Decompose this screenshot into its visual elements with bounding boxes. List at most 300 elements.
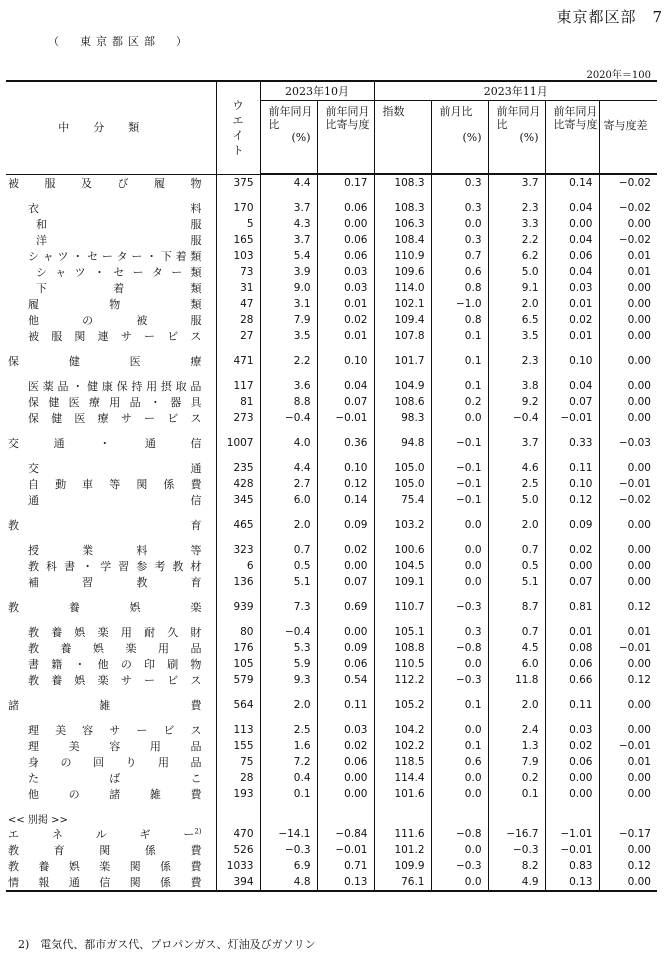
spacer-cell (599, 688, 657, 697)
category-name (6, 640, 216, 656)
nov-contrib-cell: 0.01 (545, 624, 599, 640)
table-row (6, 378, 657, 394)
table-row (6, 599, 657, 615)
table-row (6, 574, 657, 590)
nov-contrib-cell: 0.10 (545, 476, 599, 492)
contrib-diff-cell: 0.01 (599, 248, 657, 264)
nov-contrib-cell: 0.06 (545, 656, 599, 672)
oct-contrib-cell: 0.02 (317, 738, 374, 754)
oct-yoy-cell: 3.7 (260, 232, 317, 248)
nov-index-cell: 94.8 (374, 435, 431, 451)
category-name (6, 697, 216, 713)
category-name (6, 264, 216, 280)
spacer-row (6, 713, 657, 722)
weight-cell: 193 (216, 786, 260, 802)
weight-cell: 235 (216, 460, 260, 476)
spacer-cell (317, 713, 374, 722)
nov-yoy-cell: 6.2 (488, 248, 545, 264)
oct-contrib-cell: 0.02 (317, 312, 374, 328)
oct-contrib-cell: 0.13 (317, 874, 374, 891)
oct-yoy-cell: 9.3 (260, 672, 317, 688)
nov-index-cell: 103.2 (374, 517, 431, 533)
spacer-cell (260, 811, 317, 826)
spacer-cell (488, 811, 545, 826)
nov-mom-cell: 0.6 (431, 264, 488, 280)
contrib-diff-cell: 0.00 (599, 542, 657, 558)
spacer-cell (488, 508, 545, 517)
nov-index-cell: 114.0 (374, 280, 431, 296)
category-label: シ ャ ツ ・ セ ー タ ー ・ 下 着 類 (28, 249, 202, 263)
nov-mom-cell: 0.0 (431, 558, 488, 574)
nov-mom-cell: 0.0 (431, 216, 488, 232)
nov-yoy-cell: 6.0 (488, 656, 545, 672)
nov-index-cell: 109.4 (374, 312, 431, 328)
weight-cell: 27 (216, 328, 260, 344)
nov-mom-cell: 0.0 (431, 574, 488, 590)
spacer-cell (6, 590, 216, 599)
category-label: 書 籍 ・ 他 の 印 刷 物 (28, 657, 202, 671)
table-row (6, 410, 657, 426)
oct-yoy-cell: 5.9 (260, 656, 317, 672)
spacer-cell (431, 615, 488, 624)
oct-contrib-cell: 0.00 (317, 558, 374, 574)
table-row (6, 640, 657, 656)
category-name (6, 656, 216, 672)
nov-mom-cell: 0.3 (431, 200, 488, 216)
nov-mom-cell: 0.0 (431, 786, 488, 802)
spacer-cell (260, 369, 317, 378)
footnote-ref: 2) (194, 826, 202, 835)
table-row (6, 460, 657, 476)
spacer-row (6, 508, 657, 517)
weight-cell: 273 (216, 410, 260, 426)
nov-index-cell: 101.2 (374, 842, 431, 858)
nov-mom-cell: 0.0 (431, 517, 488, 533)
spacer-cell (260, 426, 317, 435)
table-row (6, 328, 657, 344)
nov-index-cell: 109.9 (374, 858, 431, 874)
weight-cell: 5 (216, 216, 260, 232)
contrib-diff-cell: 0.00 (599, 353, 657, 369)
nov-mom-cell: 0.1 (431, 738, 488, 754)
oct-contrib-cell: 0.10 (317, 353, 374, 369)
spacer-cell (6, 369, 216, 378)
nov-mom-cell: 0.3 (431, 232, 488, 248)
nov-mom-cell: −1.0 (431, 296, 488, 312)
nov-mom-cell: −0.1 (431, 492, 488, 508)
category-label: 履 物 類 (28, 297, 202, 311)
col-header-oct-yoy: 前年同月比 (%) (260, 101, 317, 175)
nov-contrib-cell: 0.00 (545, 786, 599, 802)
nov-yoy-cell: 4.5 (488, 640, 545, 656)
table-row (6, 476, 657, 492)
nov-yoy-cell: 2.0 (488, 296, 545, 312)
spacer-cell (431, 451, 488, 460)
oct-contrib-cell: 0.09 (317, 517, 374, 533)
oct-yoy-cell: 3.5 (260, 328, 317, 344)
oct-yoy-cell: −0.4 (260, 624, 317, 640)
spacer-cell (488, 426, 545, 435)
table-row (6, 754, 657, 770)
nov-index-cell: 104.2 (374, 722, 431, 738)
spacer-cell (260, 615, 317, 624)
spacer-cell (599, 508, 657, 517)
weight-cell: 579 (216, 672, 260, 688)
oct-yoy-cell: 1.6 (260, 738, 317, 754)
contrib-diff-cell: 0.00 (599, 394, 657, 410)
weight-cell: 105 (216, 656, 260, 672)
oct-contrib-cell: 0.06 (317, 248, 374, 264)
spacer-cell (488, 369, 545, 378)
table-row (6, 517, 657, 533)
oct-yoy-cell: −0.3 (260, 842, 317, 858)
nov-index-cell: 109.6 (374, 264, 431, 280)
oct-contrib-cell: 0.00 (317, 624, 374, 640)
contrib-diff-cell: 0.00 (599, 656, 657, 672)
weight-cell: 470 (216, 826, 260, 842)
spacer-cell (599, 713, 657, 722)
nov-mom-cell: −0.3 (431, 672, 488, 688)
nov-mom-cell: −0.1 (431, 476, 488, 492)
category-name (6, 599, 216, 615)
category-label: エ ネ ル ギ ー$^{2)}$ (8, 826, 202, 841)
nov-mom-cell: 0.3 (431, 624, 488, 640)
category-name (6, 492, 216, 508)
spacer-cell (374, 802, 431, 811)
spacer-cell (260, 533, 317, 542)
oct-contrib-cell: 0.03 (317, 722, 374, 738)
nov-mom-cell: 0.0 (431, 410, 488, 426)
spacer-cell (317, 369, 374, 378)
nov-mom-cell: 0.2 (431, 394, 488, 410)
category-name (6, 672, 216, 688)
nov-contrib-cell: 0.13 (545, 874, 599, 891)
spacer-cell (260, 590, 317, 599)
spacer-cell (317, 590, 374, 599)
spacer-cell (317, 533, 374, 542)
weight-cell: 526 (216, 842, 260, 858)
nov-index-cell: 110.5 (374, 656, 431, 672)
nov-index-cell: 108.8 (374, 640, 431, 656)
weight-cell: 564 (216, 697, 260, 713)
oct-yoy-cell: 7.9 (260, 312, 317, 328)
weight-cell: 75 (216, 754, 260, 770)
contrib-diff-cell: 0.00 (599, 312, 657, 328)
category-name (6, 842, 216, 858)
nov-contrib-cell: 0.06 (545, 754, 599, 770)
spacer-cell (599, 426, 657, 435)
spacer-cell (6, 615, 216, 624)
oct-yoy-cell: 4.0 (260, 435, 317, 451)
page-header-right: 東京都区部 7 (556, 8, 663, 26)
nov-contrib-cell: 0.07 (545, 394, 599, 410)
spacer-cell (488, 590, 545, 599)
spacer-cell (374, 426, 431, 435)
spacer-cell (488, 802, 545, 811)
nov-mom-cell: 0.0 (431, 842, 488, 858)
category-label: た ば こ (28, 771, 202, 785)
footnote: 2) 電気代、都市ガス代、プロパンガス、灯油及びガソリン (18, 938, 316, 951)
category-label: 保 健 医 療 (8, 354, 202, 368)
oct-contrib-cell: 0.10 (317, 460, 374, 476)
category-name (6, 786, 216, 802)
spacer-cell (599, 191, 657, 200)
table-row (6, 200, 657, 216)
nov-contrib-cell: 0.04 (545, 378, 599, 394)
weight-cell: 103 (216, 248, 260, 264)
spacer-cell (431, 590, 488, 599)
nov-contrib-cell: 0.00 (545, 216, 599, 232)
col-header-index: 指数 (374, 101, 431, 175)
nov-index-cell: 108.4 (374, 232, 431, 248)
nov-index-cell: 108.6 (374, 394, 431, 410)
table-row (6, 858, 657, 874)
oct-yoy-cell: 2.7 (260, 476, 317, 492)
spacer-cell (317, 426, 374, 435)
oct-yoy-cell: 5.3 (260, 640, 317, 656)
base-year-note: 2020年＝100 (586, 70, 651, 81)
spacer-cell (545, 688, 599, 697)
category-label: 教 養 娯 楽 用 品 (28, 641, 202, 655)
nov-index-cell: 108.3 (374, 174, 431, 191)
nov-contrib-cell: 0.33 (545, 435, 599, 451)
spacer-cell (431, 508, 488, 517)
category-label: 教 養 娯 楽 用 耐 久 財 (28, 625, 202, 639)
oct-yoy-cell: 4.8 (260, 874, 317, 891)
nov-yoy-cell: 11.8 (488, 672, 545, 688)
contrib-diff-cell: −0.02 (599, 174, 657, 191)
spacer-row (6, 344, 657, 353)
spacer-cell (431, 426, 488, 435)
oct-contrib-cell: 0.36 (317, 435, 374, 451)
category-label: シ ャ ツ ・ セ ー タ ー 類 (36, 265, 202, 279)
nov-mom-cell: 0.0 (431, 722, 488, 738)
oct-yoy-cell: 0.7 (260, 542, 317, 558)
spacer-cell (599, 451, 657, 460)
table-row (6, 394, 657, 410)
nov-index-cell: 110.9 (374, 248, 431, 264)
contrib-diff-cell: 0.00 (599, 574, 657, 590)
spacer-row (6, 191, 657, 200)
spacer-cell (488, 451, 545, 460)
category-label: 被 服 及 び 履 物 (8, 176, 202, 190)
cpi-table (6, 80, 657, 892)
col-header-name: 中分類 (6, 81, 216, 174)
oct-contrib-cell: 0.07 (317, 394, 374, 410)
spacer-cell (6, 344, 216, 353)
nov-index-cell: 104.5 (374, 558, 431, 574)
category-label: 諸 雑 費 (8, 698, 202, 712)
weight-cell: 155 (216, 738, 260, 754)
contrib-diff-cell: 0.00 (599, 786, 657, 802)
spacer-cell (216, 344, 260, 353)
contrib-diff-cell: 0.00 (599, 842, 657, 858)
oct-yoy-cell: 4.4 (260, 460, 317, 476)
spacer-cell (374, 615, 431, 624)
spacer-cell (216, 713, 260, 722)
weight-cell: 6 (216, 558, 260, 574)
nov-yoy-cell: 2.0 (488, 697, 545, 713)
category-name (6, 874, 216, 891)
table-row (6, 672, 657, 688)
table-row (6, 353, 657, 369)
nov-yoy-cell: 4.6 (488, 460, 545, 476)
contrib-diff-cell: −0.02 (599, 232, 657, 248)
nov-index-cell: 109.1 (374, 574, 431, 590)
weight-cell: 394 (216, 874, 260, 891)
weight-cell: 136 (216, 574, 260, 590)
oct-contrib-cell: 0.01 (317, 328, 374, 344)
category-label: 教 養 娯 楽 (8, 600, 202, 614)
spacer-cell (6, 508, 216, 517)
oct-contrib-cell: 0.00 (317, 770, 374, 786)
category-name (6, 328, 216, 344)
spacer-cell (260, 191, 317, 200)
category-name (6, 826, 216, 842)
nov-index-cell: 110.7 (374, 599, 431, 615)
category-name (6, 232, 216, 248)
weight-cell: 31 (216, 280, 260, 296)
nov-index-cell: 118.5 (374, 754, 431, 770)
nov-yoy-cell: 0.5 (488, 558, 545, 574)
contrib-diff-cell: 0.00 (599, 558, 657, 574)
oct-contrib-cell: 0.12 (317, 476, 374, 492)
oct-contrib-cell: 0.06 (317, 232, 374, 248)
category-name (6, 248, 216, 264)
table-row (6, 738, 657, 754)
spacer-cell (216, 191, 260, 200)
table-row (6, 826, 657, 842)
weight-cell: 375 (216, 174, 260, 191)
spacer-cell (545, 426, 599, 435)
nov-yoy-cell: 5.0 (488, 492, 545, 508)
weight-cell: 471 (216, 353, 260, 369)
nov-yoy-cell: 7.9 (488, 754, 545, 770)
table-row (6, 697, 657, 713)
spacer-cell (374, 508, 431, 517)
spacer-cell (260, 713, 317, 722)
oct-contrib-cell: 0.02 (317, 542, 374, 558)
category-name (6, 200, 216, 216)
table-row (6, 296, 657, 312)
nov-contrib-cell: 0.00 (545, 558, 599, 574)
contrib-diff-cell: 0.00 (599, 460, 657, 476)
oct-yoy-cell: 4.4 (260, 174, 317, 191)
oct-contrib-cell: 0.00 (317, 786, 374, 802)
nov-contrib-cell: −0.01 (545, 410, 599, 426)
oct-yoy-cell: 5.1 (260, 574, 317, 590)
oct-contrib-cell: 0.06 (317, 656, 374, 672)
spacer-cell (488, 344, 545, 353)
contrib-diff-cell: −0.03 (599, 435, 657, 451)
contrib-diff-cell: 0.00 (599, 697, 657, 713)
spacer-cell (431, 191, 488, 200)
nov-mom-cell: 0.1 (431, 353, 488, 369)
nov-yoy-cell: 3.5 (488, 328, 545, 344)
spacer-row (6, 802, 657, 811)
nov-yoy-cell: 0.7 (488, 542, 545, 558)
contrib-diff-cell: 0.00 (599, 328, 657, 344)
table-row (6, 248, 657, 264)
category-name (6, 770, 216, 786)
spacer-cell (317, 615, 374, 624)
nov-mom-cell: 0.6 (431, 754, 488, 770)
contrib-diff-cell: −0.17 (599, 826, 657, 842)
spacer-cell (545, 590, 599, 599)
nov-index-cell: 111.6 (374, 826, 431, 842)
oct-yoy-cell: 7.2 (260, 754, 317, 770)
oct-yoy-cell: 3.1 (260, 296, 317, 312)
nov-yoy-cell: 2.0 (488, 517, 545, 533)
nov-yoy-cell: −0.3 (488, 842, 545, 858)
nov-contrib-cell: 0.09 (545, 517, 599, 533)
spacer-cell (374, 344, 431, 353)
category-label: 自 動 車 等 関 係 費 (28, 477, 202, 491)
nov-yoy-cell: −0.4 (488, 410, 545, 426)
category-label: 下 着 類 (36, 281, 202, 295)
nov-index-cell: 101.6 (374, 786, 431, 802)
col-header-mom: 前月比 (%) (431, 101, 488, 175)
nov-contrib-cell: 0.01 (545, 328, 599, 344)
spacer-cell (431, 369, 488, 378)
spacer-cell (599, 615, 657, 624)
nov-yoy-cell: 9.2 (488, 394, 545, 410)
nov-mom-cell: −0.3 (431, 858, 488, 874)
spacer-cell (374, 713, 431, 722)
oct-yoy-cell: 3.6 (260, 378, 317, 394)
spacer-cell (260, 344, 317, 353)
nov-index-cell: 112.2 (374, 672, 431, 688)
spacer-cell (545, 802, 599, 811)
nov-contrib-cell: 0.01 (545, 296, 599, 312)
spacer-cell (545, 369, 599, 378)
table-row (6, 811, 657, 826)
spacer-cell (599, 590, 657, 599)
nov-contrib-cell: 0.02 (545, 738, 599, 754)
category-name (6, 738, 216, 754)
contrib-diff-cell: 0.00 (599, 216, 657, 232)
nov-contrib-cell: 0.07 (545, 574, 599, 590)
oct-contrib-cell: 0.14 (317, 492, 374, 508)
spacer-row (6, 688, 657, 697)
col-header-weight: ウエイト (216, 81, 260, 174)
oct-contrib-cell: 0.00 (317, 216, 374, 232)
spacer-cell (374, 369, 431, 378)
nov-index-cell: 102.2 (374, 738, 431, 754)
contrib-diff-cell: −0.02 (599, 200, 657, 216)
category-name (6, 754, 216, 770)
weight-cell: 939 (216, 599, 260, 615)
nov-yoy-cell: 2.4 (488, 722, 545, 738)
contrib-diff-cell: 0.00 (599, 722, 657, 738)
spacer-cell (260, 508, 317, 517)
nov-contrib-cell: 0.10 (545, 353, 599, 369)
spacer-cell (6, 426, 216, 435)
weight-cell: 47 (216, 296, 260, 312)
spacer-cell (599, 369, 657, 378)
spacer-cell (6, 451, 216, 460)
oct-contrib-cell: 0.01 (317, 296, 374, 312)
spacer-cell (216, 688, 260, 697)
oct-yoy-cell: 2.5 (260, 722, 317, 738)
oct-yoy-cell: 6.9 (260, 858, 317, 874)
oct-contrib-cell: 0.04 (317, 378, 374, 394)
nov-index-cell: 106.3 (374, 216, 431, 232)
contrib-diff-cell: 0.12 (599, 858, 657, 874)
nov-index-cell: 105.1 (374, 624, 431, 640)
oct-contrib-cell: 0.11 (317, 697, 374, 713)
spacer-cell (6, 713, 216, 722)
